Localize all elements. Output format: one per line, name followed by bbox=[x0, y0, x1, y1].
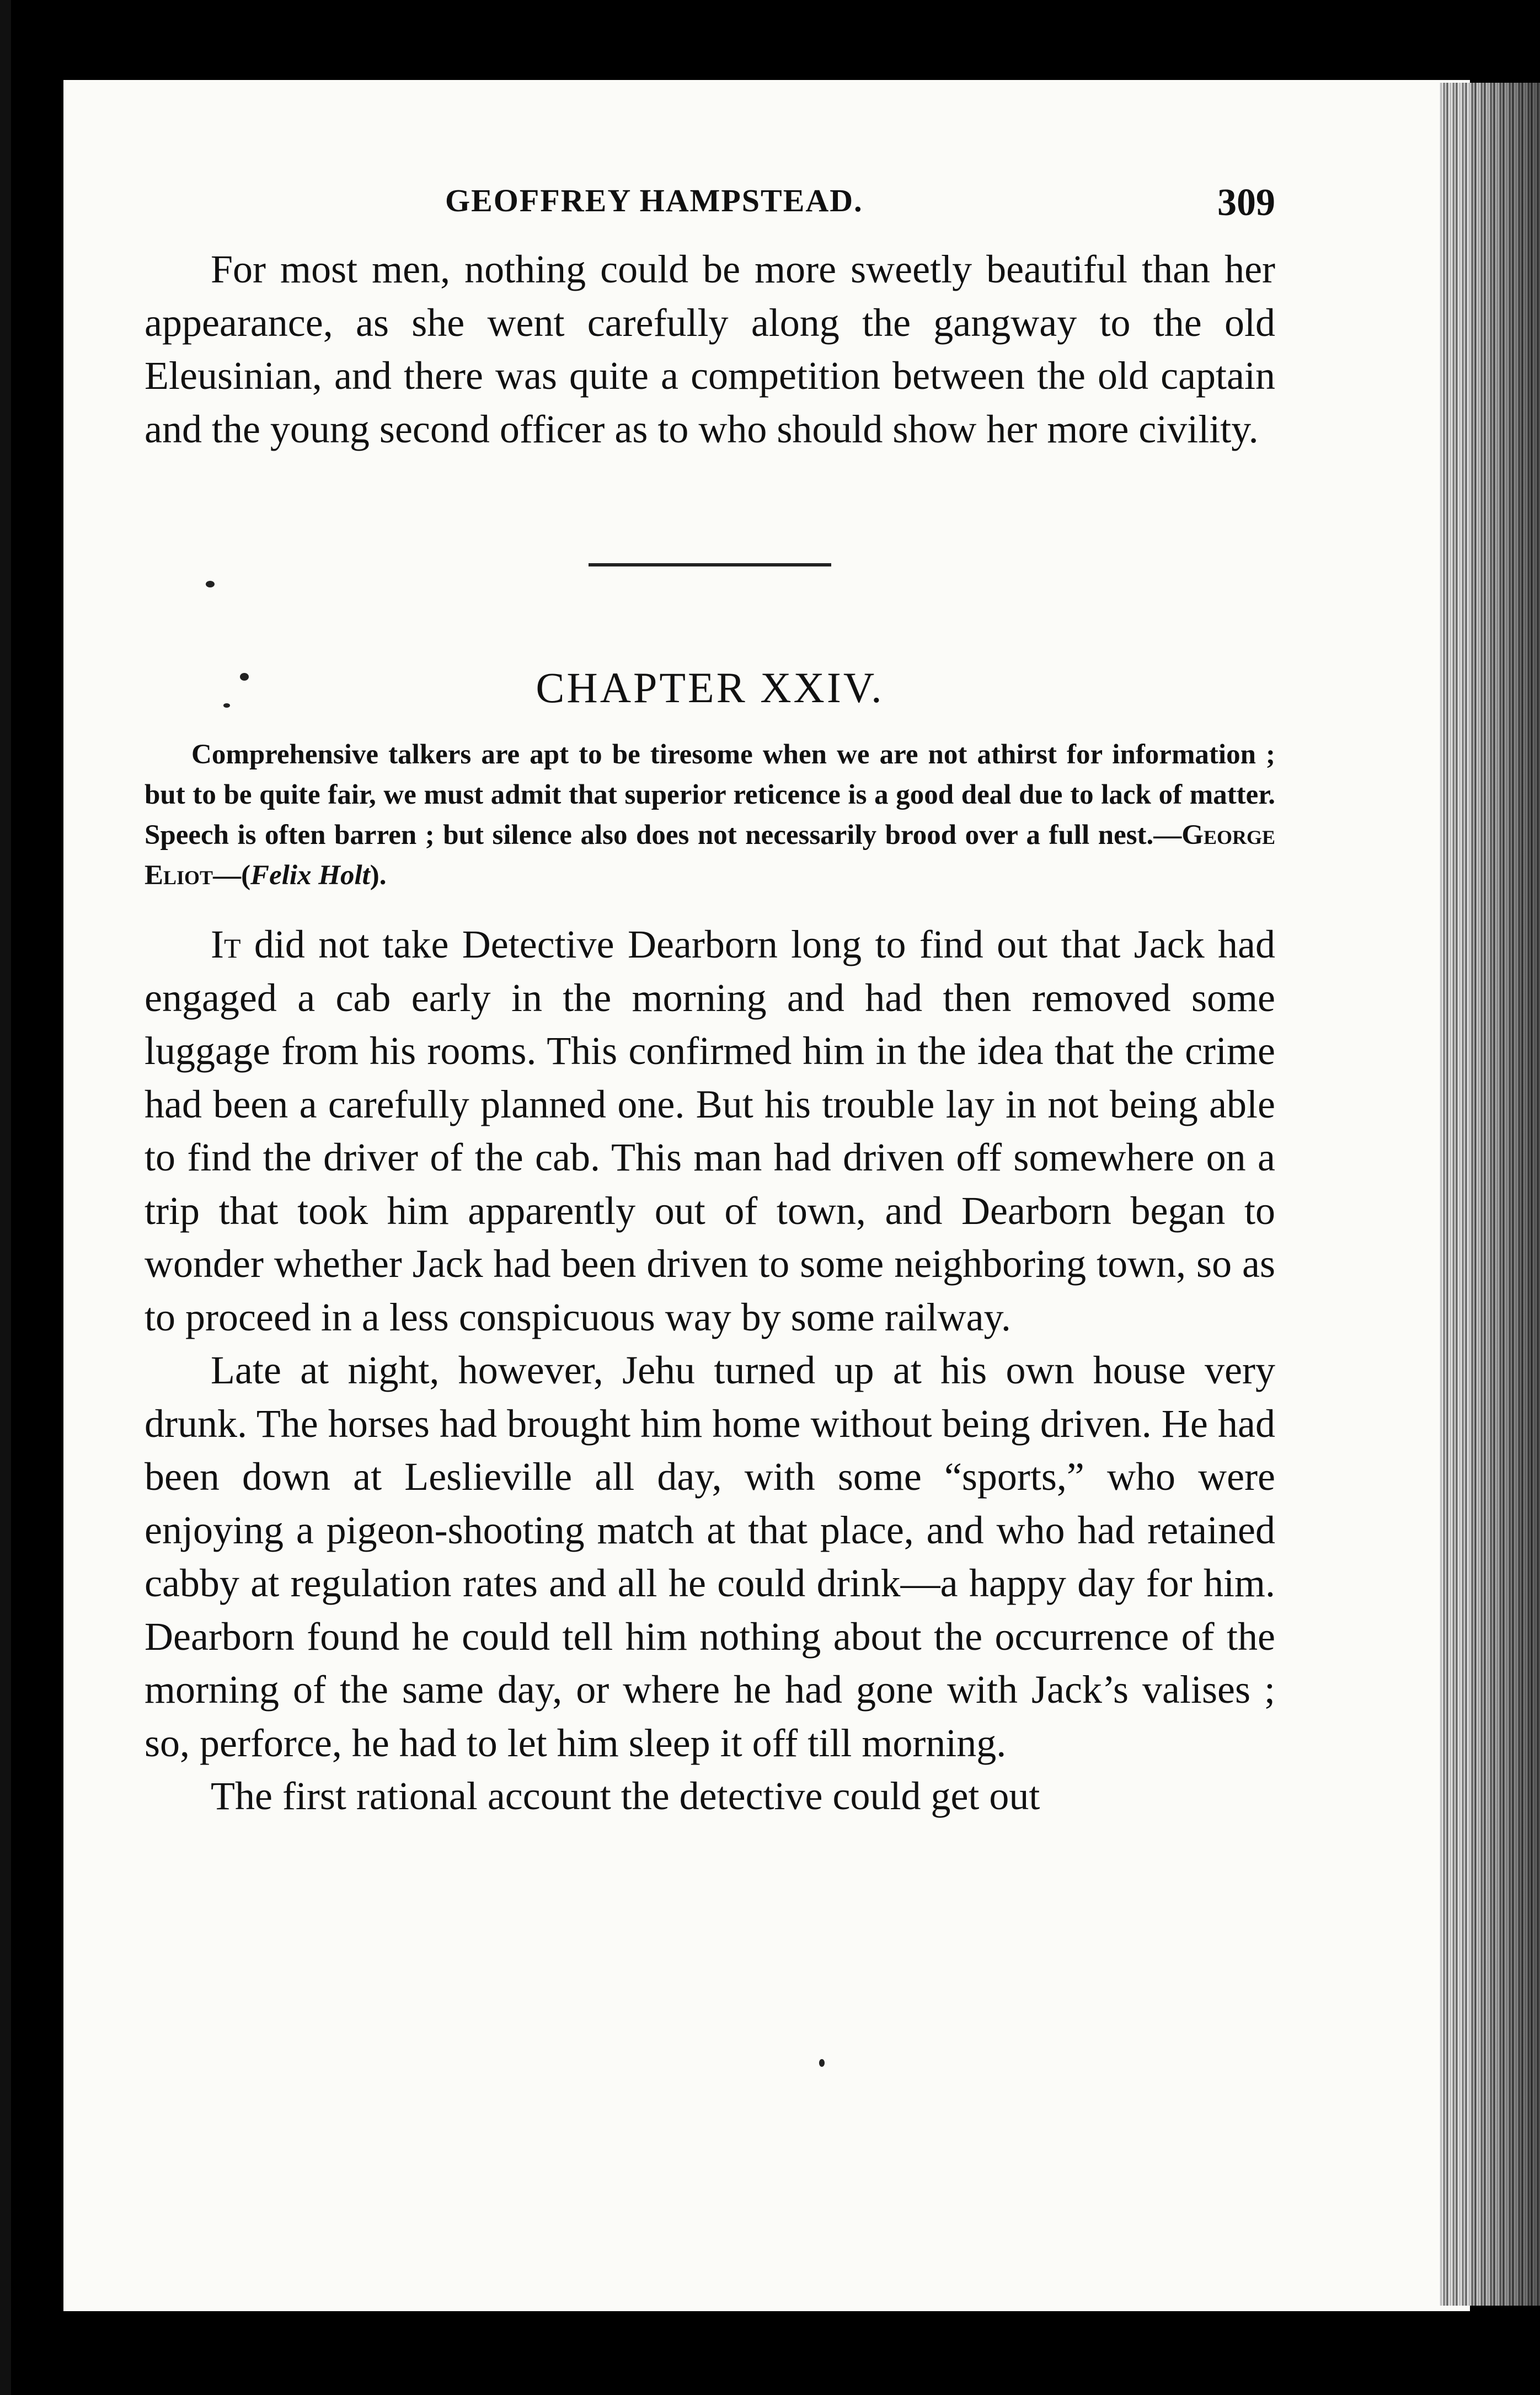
scan-left-border bbox=[0, 0, 11, 2395]
paragraph-1 bbox=[145, 918, 1275, 1344]
epigraph-close: ). bbox=[370, 860, 387, 891]
epigraph bbox=[145, 735, 1275, 896]
page-edge-shadow bbox=[1478, 83, 1540, 2306]
section-rule bbox=[589, 563, 831, 566]
running-head bbox=[145, 182, 1275, 243]
page-text bbox=[145, 182, 1275, 1823]
paragraph-3: The first rational account the detective could get out bbox=[211, 1774, 1040, 1818]
ink-speck bbox=[819, 2059, 825, 2067]
paragraph-1-initial: It bbox=[211, 922, 241, 966]
epigraph-work: Felix Holt bbox=[250, 860, 370, 891]
paragraph-2: Late at night, however, Jehu turned up at his own house very drunk. The horses had brought him home without being driven. He had been down at Leslieville all day, with some “sports,” who were enjoying a pigeon-shooting match at that place, and who had retained cabby at regulation rates and all he could drink—a happy day for him. Dearborn found he could tell him nothing about the occurrence of the morning of the same day, or where he had gone with Jack’s valises ; so, perforce, he had to let him sleep it off till morning. bbox=[145, 1348, 1275, 1765]
paragraph-1-text: did not take Detective Dearborn long to find out that Jack had engaged a cab early in the morning and had then removed some luggage from his rooms. This confirmed him in the idea that the crime had been a carefully planned one. But his trouble lay in not being able to find the driver of the cab. This man had driven off somewhere on a trip that took him apparently out of town, and Dearborn began to wonder whether Jack had been driven to some neighboring town, so as to proceed in a less conspicuous way by some railway. bbox=[145, 922, 1275, 1339]
epigraph-author: George Eliot bbox=[145, 820, 1275, 891]
running-title: GEOFFREY HAMPSTEAD. bbox=[445, 183, 863, 218]
chapter-title: CHAPTER XXIV. bbox=[536, 664, 884, 712]
opening-paragraph: For most men, nothing could be more sweetly beautiful than her appearance, as she went carefully along the gangway to the old Eleusinian, and there was quite a competition between the old captain and the young second officer as to who should show her more civility. bbox=[145, 247, 1275, 451]
page-number: 309 bbox=[1217, 181, 1275, 224]
epigraph-dash: —( bbox=[213, 860, 251, 891]
epigraph-text: Comprehensive talkers are apt to be tiresome when we are not athirst for information ; but to be quite fair, we must admit that superior reticence is a good deal due to lack of matter. Speech is often barren ; but silence also does not necessarily brood over a full nest.— bbox=[145, 739, 1275, 851]
